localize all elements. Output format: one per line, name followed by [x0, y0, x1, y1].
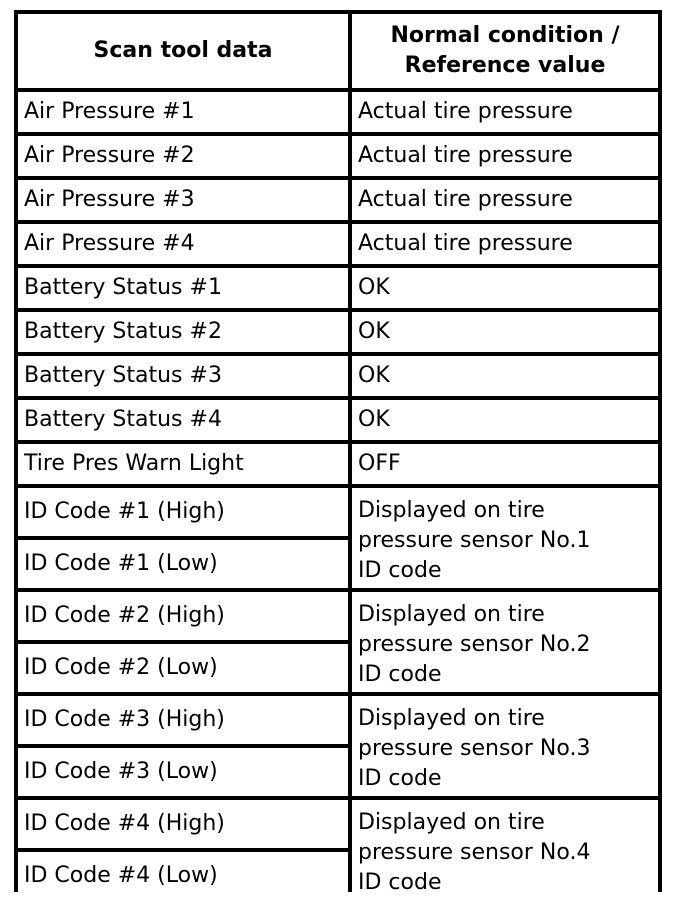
id-value-line2: pressure sensor No.1 [358, 528, 591, 553]
id-code-high: ID Code #3 (High) [18, 696, 348, 744]
id-code-high: ID Code #4 (High) [18, 800, 348, 848]
id-code-value [352, 800, 658, 900]
table-row-value: OK [352, 312, 658, 352]
scan-tool-data-table [14, 10, 662, 895]
table-row-item: Air Pressure #2 [18, 136, 348, 176]
header-scan-tool-data [18, 14, 348, 88]
table-row-item: Battery Status #4 [18, 400, 348, 440]
table-row-value: Actual tire pressure [352, 180, 658, 220]
table-row-value: OK [352, 356, 658, 396]
table-row-value: OK [352, 268, 658, 308]
table-row-item: Battery Status #3 [18, 356, 348, 396]
table-row-item: Air Pressure #4 [18, 224, 348, 264]
header-col1-label: Scan tool data [93, 38, 273, 63]
table-row-value: OFF [352, 444, 658, 484]
id-code-high: ID Code #1 (High) [18, 488, 348, 536]
table-row-item: Tire Pres Warn Light [18, 444, 348, 484]
header-normal-condition [352, 14, 658, 88]
id-value-line1: Displayed on tire [358, 810, 545, 835]
id-value-line3: ID code [358, 766, 442, 791]
header-col2-line2: Reference value [404, 53, 606, 78]
id-code-value [352, 592, 658, 692]
id-value-line2: pressure sensor No.4 [358, 840, 591, 865]
id-value-line3: ID code [358, 558, 442, 583]
table-row-item: Battery Status #1 [18, 268, 348, 308]
table-row-item: Battery Status #2 [18, 312, 348, 352]
id-value-line1: Displayed on tire [358, 706, 545, 731]
id-value-line3: ID code [358, 662, 442, 687]
table-grid [18, 14, 658, 895]
id-value-line1: Displayed on tire [358, 498, 545, 523]
id-code-low: ID Code #4 (Low) [18, 852, 348, 900]
id-value-line3: ID code [358, 870, 442, 895]
id-code-value [352, 696, 658, 796]
id-value-line2: pressure sensor No.3 [358, 736, 591, 761]
table-row-value: Actual tire pressure [352, 224, 658, 264]
id-code-low: ID Code #2 (Low) [18, 644, 348, 692]
table-row-value: Actual tire pressure [352, 136, 658, 176]
table-row-value: Actual tire pressure [352, 92, 658, 132]
id-code-high: ID Code #2 (High) [18, 592, 348, 640]
id-code-low: ID Code #3 (Low) [18, 748, 348, 796]
header-col2-line1: Normal condition / [390, 23, 620, 48]
table-row-value: OK [352, 400, 658, 440]
id-value-line1: Displayed on tire [358, 602, 545, 627]
id-code-low: ID Code #1 (Low) [18, 540, 348, 588]
id-value-line2: pressure sensor No.2 [358, 632, 591, 657]
id-code-value [352, 488, 658, 588]
table-row-item: Air Pressure #3 [18, 180, 348, 220]
table-row-item: Air Pressure #1 [18, 92, 348, 132]
